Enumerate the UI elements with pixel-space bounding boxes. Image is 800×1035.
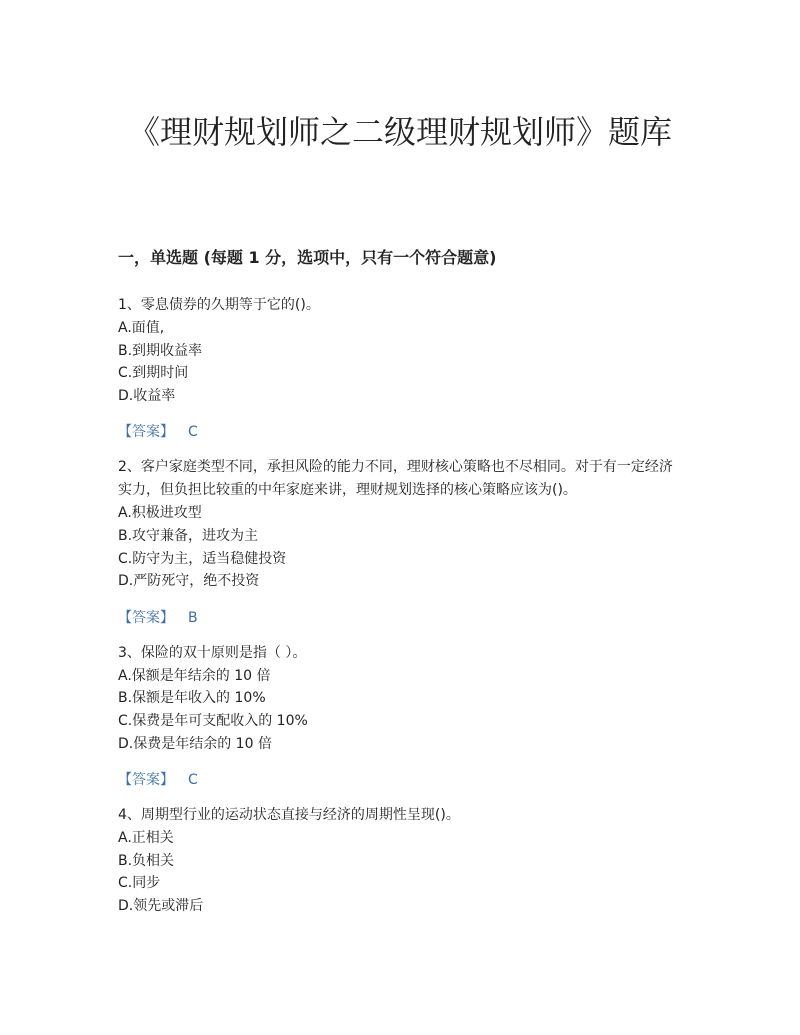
question-stem: 1、零息债券的久期等于它的()。 (118, 297, 320, 313)
answer-label: 【答案】 (118, 609, 174, 626)
option-b: B.负相关 (118, 852, 175, 869)
answer-label: 【答案】 (118, 772, 174, 789)
option-c: C.同步 (118, 875, 161, 892)
option-d: D.保费是年结余的 10 倍 (118, 735, 272, 752)
answer-line (118, 607, 678, 629)
question-2 (118, 456, 678, 628)
answer-value: C (188, 772, 198, 789)
question-list (118, 294, 678, 918)
answer-value: B (188, 609, 198, 626)
option-b: B.保额是年收入的 10% (118, 690, 266, 707)
answer-value: C (188, 424, 198, 441)
question-3 (118, 642, 678, 791)
option-d: D.严防死守，绝不投资 (118, 573, 260, 590)
option-b: B.攻守兼备，进攻为主 (118, 527, 259, 544)
option-a: A.积极进攻型 (118, 505, 202, 522)
option-d: D.领先或滞后 (118, 897, 204, 914)
option-c: C.到期时间 (118, 365, 189, 382)
option-a: A.面值, (118, 320, 165, 336)
answer-line (118, 769, 678, 791)
option-c: C.保费是年可支配收入的 10% (118, 712, 308, 729)
option-d: D.收益率 (118, 387, 176, 404)
option-a: A.保额是年结余的 10 倍 (118, 667, 271, 684)
question-stem: 2、客户家庭类型不同，承担风险的能力不同，理财核心策略也不尽相同。对于有一定经济实力，但负担比较重的中年家庭来讲，理财规划选择的核心策略应该为()。 (118, 459, 673, 499)
option-b: B.到期收益率 (118, 342, 203, 359)
question-stem: 3、保险的双十原则是指（ ）。 (118, 644, 307, 661)
question-4 (118, 804, 678, 917)
answer-line (118, 421, 678, 443)
answer-label: 【答案】 (118, 424, 174, 441)
question-1 (118, 294, 678, 443)
question-stem: 4、周期型行业的运动状态直接与经济的周期性呈现()。 (118, 807, 460, 824)
option-a: A.正相关 (118, 830, 174, 847)
option-c: C.防守为主，适当稳健投资 (118, 550, 287, 567)
document-title: 《理财规划师之二级理财规划师》题库 (127, 113, 672, 151)
section-heading: 一，单选题 (每题 1 分，选项中，只有一个符合题意) (118, 248, 497, 267)
